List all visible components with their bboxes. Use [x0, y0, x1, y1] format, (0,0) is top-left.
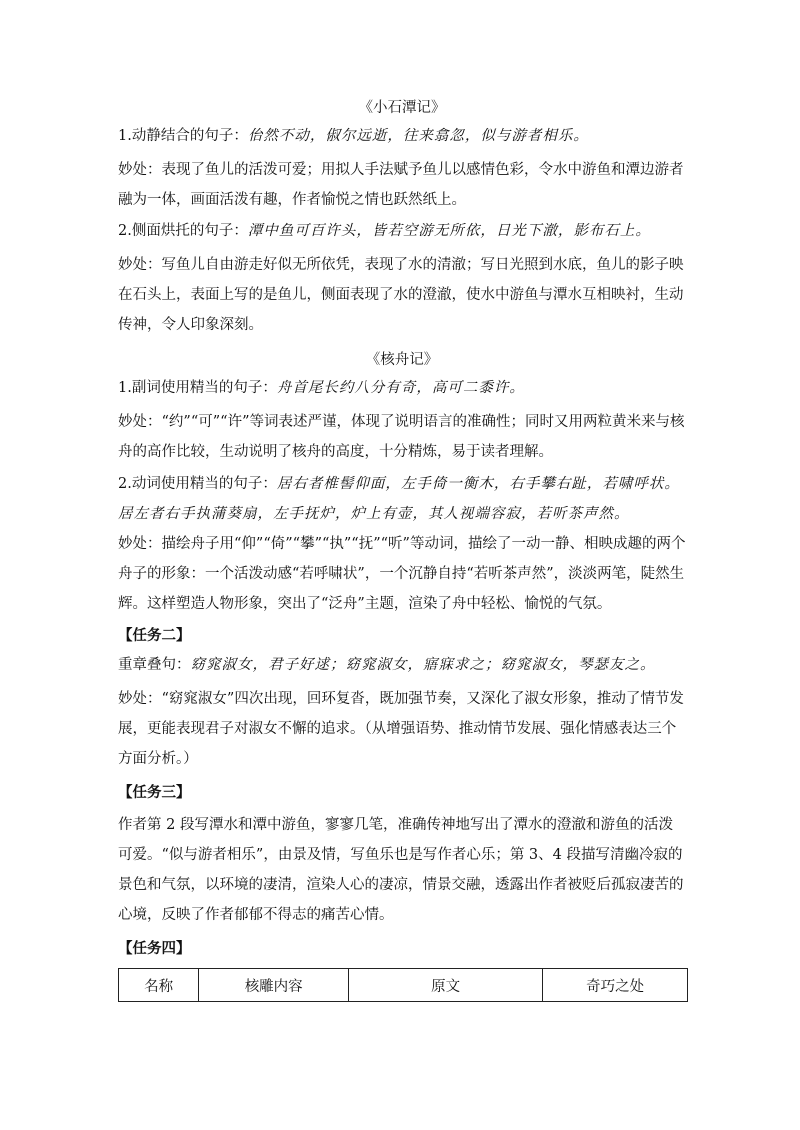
- item-quote: 窈窕淑女，君子好逑；窈窕淑女，寤寐求之；窈窕淑女，琴瑟友之。: [190, 657, 656, 673]
- section-title-xiaoshitan: 《小石潭记》: [358, 100, 446, 116]
- hezhou-item1: [118, 378, 686, 398]
- task2-item: [118, 655, 686, 675]
- item-quote: 舟首尾长约八分有奇，高可二黍许。: [276, 380, 525, 396]
- item-label: 1.动静结合的句子：: [118, 128, 248, 144]
- item-label: 重章叠句：: [118, 657, 191, 673]
- section-title-hezhou: 《核舟记》: [365, 352, 439, 368]
- item-label: 1.副词使用精当的句子：: [118, 380, 277, 396]
- item-label: 2.侧面烘托的句子：: [118, 223, 248, 239]
- hezhou-item2: [118, 469, 686, 529]
- table-header-cell: 奇巧之处: [543, 969, 688, 1002]
- xiaoshitan-item2-analysis: 妙处：写鱼儿自由游走好似无所依凭，表现了水的清澈；写日光照到水底，鱼儿的影子映在石头上，表面上写的是鱼儿，侧面表现了水的澄澈，使水中游鱼与潭水互相映衬，生动传神，令人印象深刻。: [118, 257, 684, 333]
- xiaoshitan-item1: [118, 126, 686, 146]
- item-quote: 佁然不动，俶尔远逝，往来翕忽，似与游者相乐。: [247, 128, 589, 144]
- table-header-cell: 原文: [349, 969, 543, 1002]
- item-quote: 居右者椎髻仰面，左手倚一衡木，右手攀右趾，若啸呼状。居左者右手执蒲葵扇，左手抚炉，炉上有壶，其人视端容寂，若听茶声然。: [118, 476, 680, 522]
- task4-table: [118, 968, 688, 1002]
- hezhou-item1-analysis: 妙处：“约”“可”“许”等词表述严谨，体现了说明语言的准确性；同时又用两粒黄米来与核舟的高作比较，生动说明了核舟的高度，十分精炼，易于读者理解。: [118, 414, 685, 460]
- task2-heading: 【任务二】: [118, 627, 191, 644]
- table-header-row: [119, 969, 688, 1002]
- table-header-cell: 核雕内容: [199, 969, 349, 1002]
- xiaoshitan-item1-analysis: 妙处：表现了鱼儿的活泼可爱；用拟人手法赋予鱼儿以感情色彩，令水中游鱼和潭边游者融为一体，画面活泼有趣，作者愉悦之情也跃然纸上。: [118, 162, 684, 208]
- document-page: [118, 92, 686, 1002]
- item-quote: 潭中鱼可百许头，皆若空游无所依，日光下澈，影布石上。: [247, 223, 651, 239]
- hezhou-item2-analysis: 妙处：描绘舟子用“仰”“倚”“攀”“执”“抚”“听”等动词，描绘了一动一静、相映成趣的两个舟子的形象：一个活泼动感“若呼啸状”，一个沉静自持“若听茶声然”，淡淡两笔，陡然生辉。这样塑造人物形象，突出了“泛舟”主题，渲染了舟中轻松、愉悦的气氛。: [118, 536, 686, 612]
- table-header-cell: 名称: [119, 969, 199, 1002]
- task4-heading: 【任务四】: [118, 940, 191, 957]
- item-label: 2.动词使用精当的句子：: [118, 476, 277, 492]
- task2-analysis: 妙处：“窈窕淑女”四次出现，回环复沓，既加强节奏，又深化了淑女形象，推动了情节发展，更能表现君子对淑女不懈的追求。（从增强语势、推动情节发展、强化情感表达三个方面分析。）: [118, 691, 684, 767]
- task3-heading: 【任务三】: [118, 784, 191, 801]
- task3-text: 作者第 2 段写潭水和潭中游鱼，寥寥几笔，准确传神地写出了潭水的澄澈和游鱼的活泼可爱。“似与游者相乐”，由景及情，写鱼乐也是写作者心乐；第 3、4 段描写清幽冷寂的景色和气氛，以环境的凄清，渲染人心的凄凉，情景交融，透露出作者被贬后孤寂凄苦的心境，反映了作者郁郁不得志的痛苦心情。: [118, 817, 684, 923]
- xiaoshitan-item2: [118, 221, 686, 241]
